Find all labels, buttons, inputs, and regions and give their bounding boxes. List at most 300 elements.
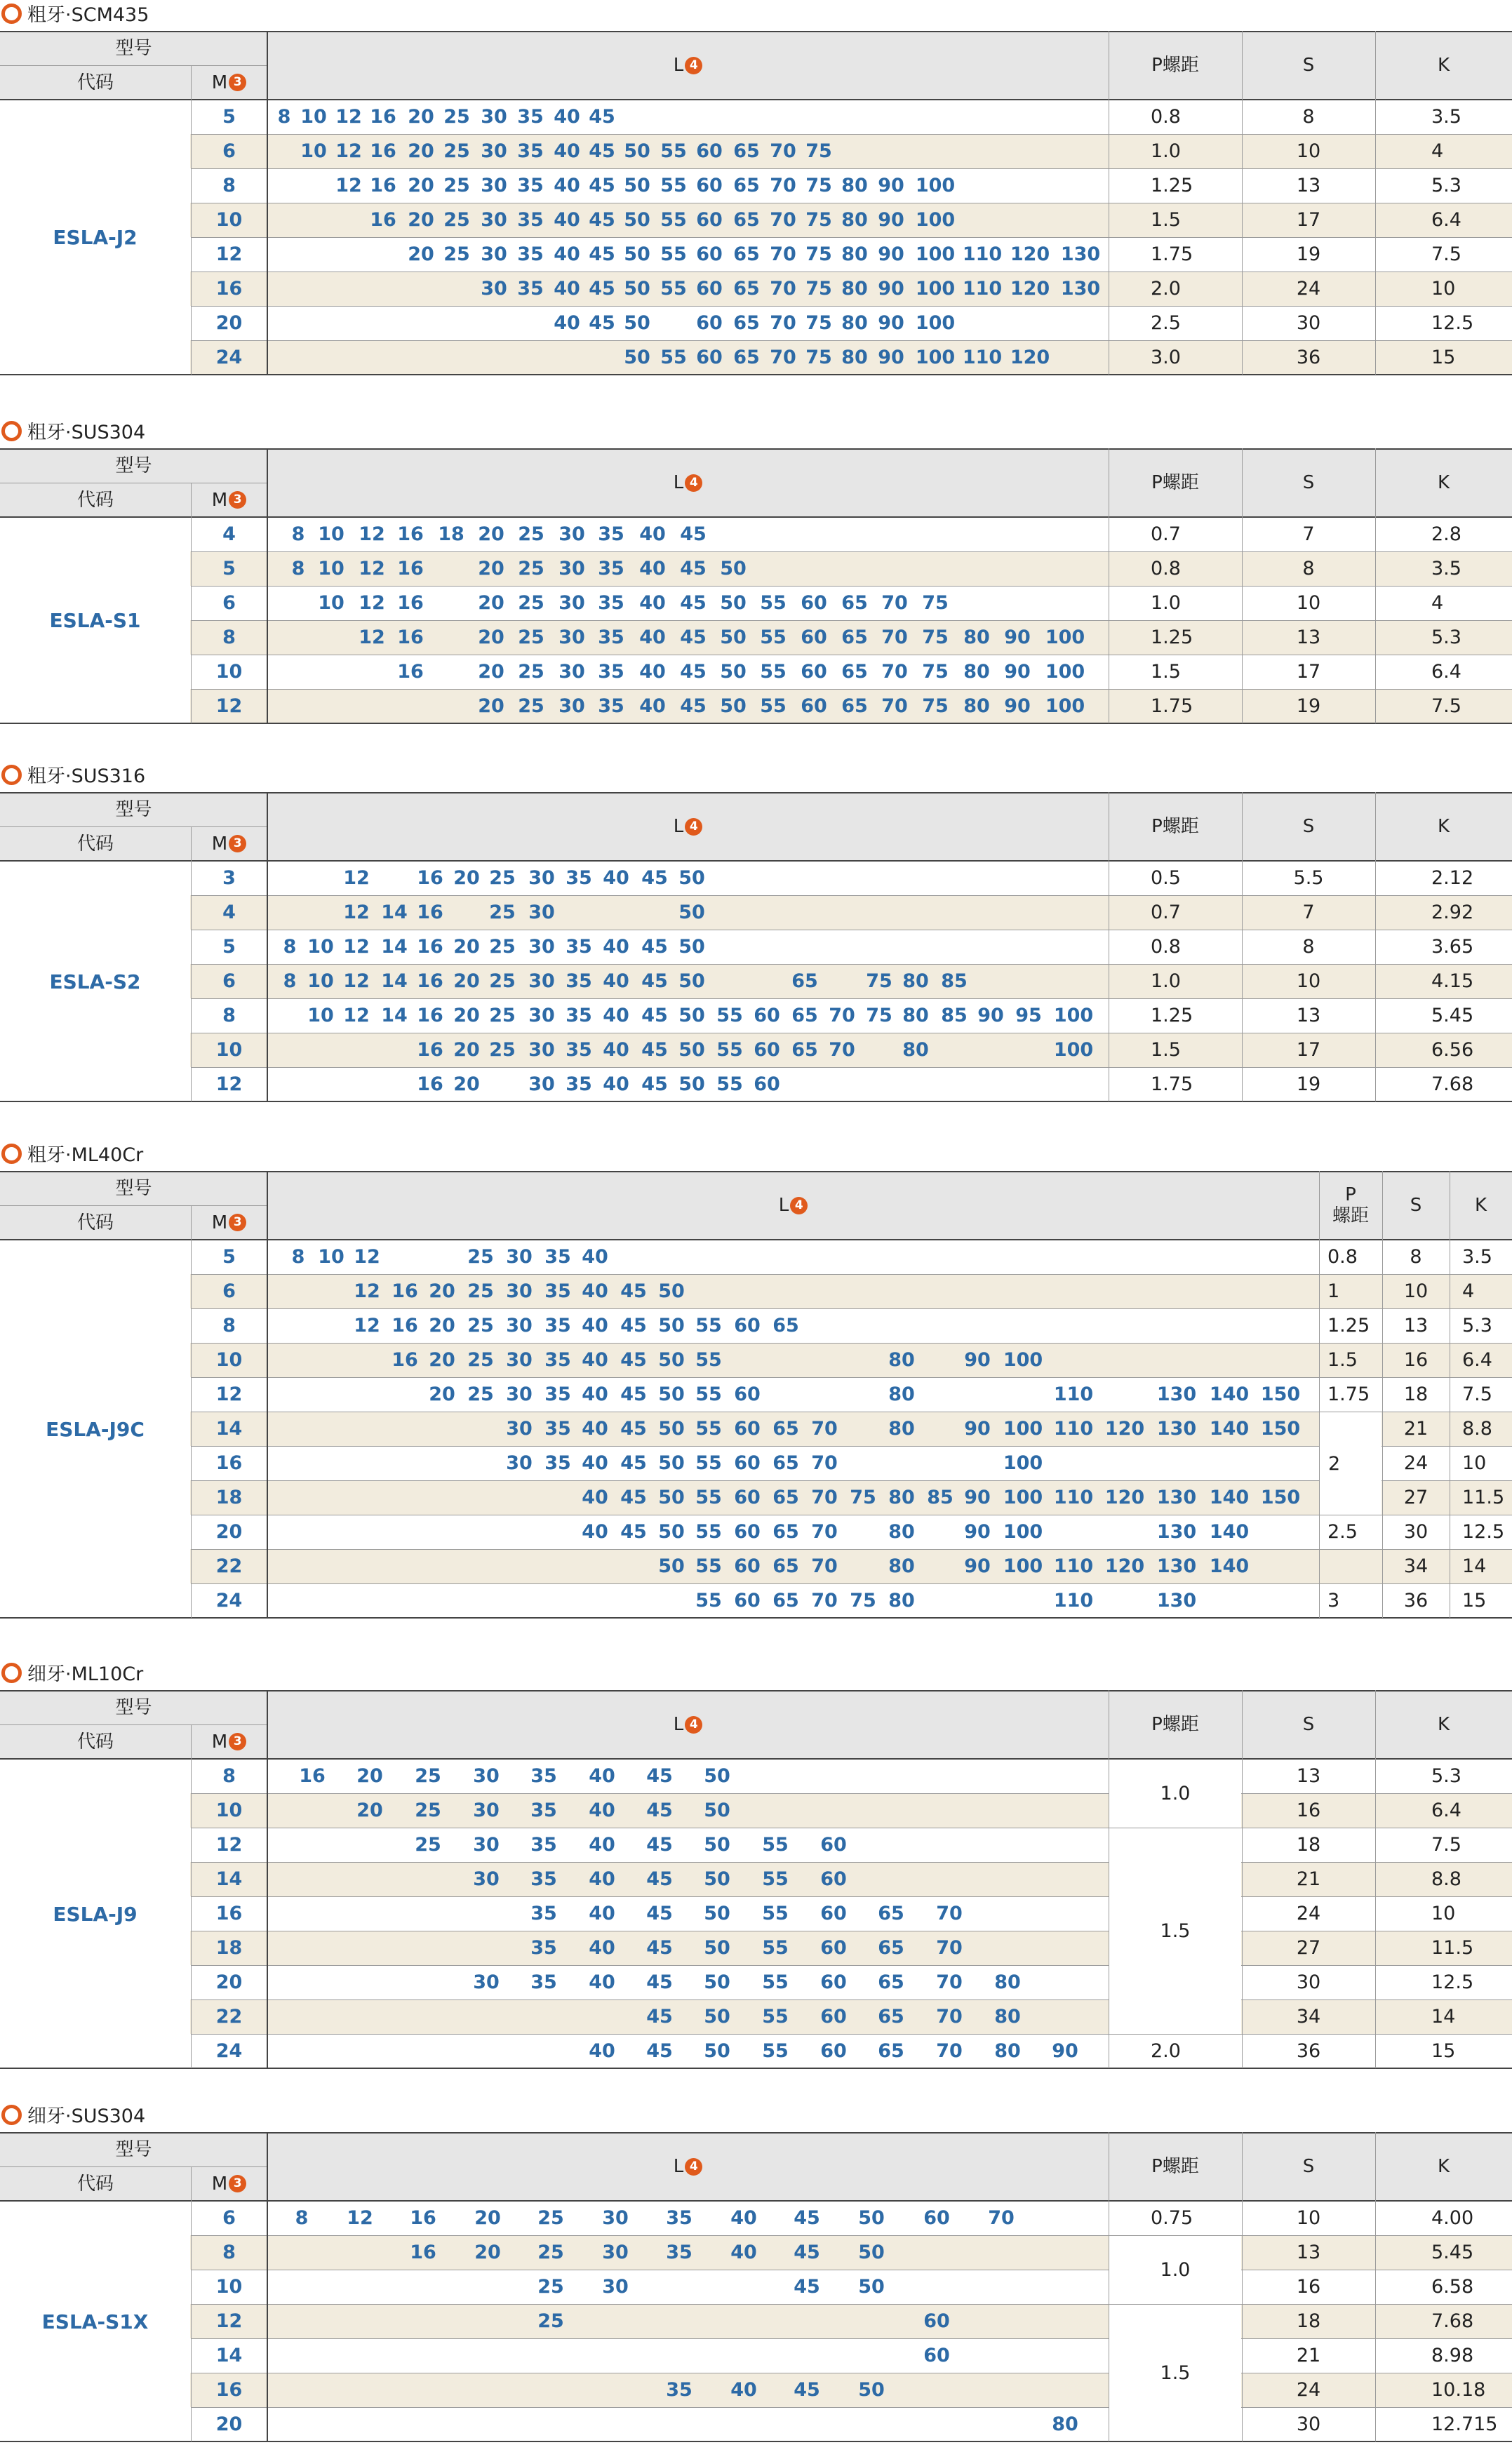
m-size: 5	[222, 1246, 236, 1268]
s-value: 7	[1302, 523, 1315, 545]
length-value: 110	[1053, 1384, 1094, 1405]
length-value: 10	[300, 106, 327, 128]
length-value: 90	[878, 209, 904, 231]
length-value: 45	[646, 2006, 673, 2028]
header-model: 型号	[115, 1177, 152, 1199]
length-value: 50	[658, 1280, 685, 1302]
length-value: 50	[704, 1868, 730, 1890]
header-mid-line	[0, 826, 267, 827]
length-value: 100	[1045, 661, 1085, 683]
length-value: 100	[1045, 695, 1085, 717]
length-value: 60	[696, 209, 723, 231]
l-badge-icon: 4	[685, 2158, 702, 2176]
s-value: 21	[1296, 2345, 1321, 2366]
header-s: S	[1302, 472, 1315, 493]
length-value: 120	[1104, 1555, 1145, 1577]
length-value: 90	[1004, 695, 1031, 717]
m-size: 12	[215, 243, 243, 265]
s-value: 24	[1296, 1903, 1321, 1924]
pitch-value: 0.5	[1151, 867, 1181, 889]
length-value: 30	[506, 1384, 533, 1405]
length-value: 40	[603, 970, 629, 992]
length-value: 20	[453, 970, 480, 992]
length-value: 35	[666, 2379, 693, 2401]
s-value: 13	[1296, 627, 1321, 648]
row-divider	[191, 1583, 1512, 1584]
length-value: 65	[878, 1903, 904, 1924]
length-value: 16	[417, 867, 443, 889]
length-value: 40	[589, 1903, 615, 1924]
length-value: 60	[696, 140, 723, 162]
header-code: 代码	[76, 489, 114, 511]
length-value: 75	[850, 1590, 876, 1612]
header-bottom-border	[0, 516, 1512, 518]
p-s-divider	[1382, 1171, 1383, 1618]
length-value: 80	[994, 1971, 1021, 1993]
length-value: 25	[489, 936, 516, 958]
length-value: 45	[620, 1418, 647, 1440]
length-value: 70	[881, 661, 908, 683]
s-value: 18	[1296, 2310, 1321, 2332]
length-value: 35	[517, 140, 544, 162]
length-value: 30	[506, 1452, 533, 1474]
length-value: 45	[794, 2242, 820, 2263]
length-value: 65	[878, 2006, 904, 2028]
length-value: 35	[566, 1039, 592, 1061]
header-bottom-border	[0, 860, 1512, 862]
length-value: 30	[473, 1765, 500, 1787]
length-value: 100	[915, 312, 956, 334]
m-badge-icon: 3	[229, 2175, 246, 2192]
length-value: 60	[696, 312, 723, 334]
k-value: 7.5	[1431, 1834, 1461, 1856]
length-value: 30	[481, 243, 507, 265]
length-value: 45	[641, 936, 668, 958]
header-m	[191, 1205, 267, 1240]
length-value: 70	[936, 1903, 963, 1924]
length-value: 65	[841, 695, 868, 717]
length-value: 40	[589, 1868, 615, 1890]
table-bottom-border	[0, 2068, 1512, 2069]
header-s: S	[1302, 816, 1315, 837]
m-size: 5	[222, 106, 236, 128]
length-value: 30	[481, 175, 507, 196]
k-value: 3.5	[1431, 106, 1461, 128]
length-value: 16	[397, 592, 424, 614]
length-value: 12	[343, 936, 370, 958]
model-code: ESLA-S1X	[0, 2202, 190, 2441]
length-value: 40	[603, 867, 629, 889]
length-value: 12	[343, 970, 370, 992]
length-value: 30	[558, 695, 585, 717]
length-value: 60	[801, 627, 827, 648]
length-value: 50	[720, 695, 747, 717]
length-value: 45	[641, 867, 668, 889]
length-value: 55	[695, 1452, 722, 1474]
length-value: 50	[858, 2276, 885, 2298]
code-m-divider	[191, 1724, 192, 2068]
length-value: 45	[646, 1937, 673, 1959]
m-size: 8	[222, 627, 236, 648]
length-value: 55	[695, 1487, 722, 1508]
length-value: 70	[881, 592, 908, 614]
m-size: 12	[215, 1073, 243, 1095]
length-value: 70	[936, 2006, 963, 2028]
row-divider	[191, 1308, 1512, 1309]
p-s-divider	[1242, 1690, 1243, 2068]
length-value: 50	[658, 1487, 685, 1508]
pitch-value: 0.75	[1151, 2207, 1193, 2229]
length-value: 100	[915, 278, 956, 300]
length-value: 45	[620, 1521, 647, 1543]
m-size: 6	[222, 592, 236, 614]
length-value: 150	[1260, 1418, 1301, 1440]
length-value: 20	[356, 1800, 383, 1821]
l-badge-icon: 4	[790, 1197, 808, 1214]
length-value: 60	[923, 2345, 950, 2366]
length-value: 45	[794, 2379, 820, 2401]
model-code: ESLA-S2	[0, 862, 190, 1101]
length-value: 20	[453, 1005, 480, 1026]
header-p	[1319, 1171, 1382, 1240]
section-title	[0, 763, 145, 791]
length-value: 65	[733, 347, 760, 368]
length-value: 50	[678, 1073, 705, 1095]
length-value: 80	[841, 312, 868, 334]
row-divider	[191, 1793, 1512, 1794]
length-value: 60	[801, 695, 827, 717]
m-size: 24	[215, 347, 243, 368]
pitch-value: 1.75	[1151, 1073, 1193, 1095]
pitch-value: 2.0	[1151, 2040, 1181, 2062]
length-value: 110	[1053, 1418, 1094, 1440]
pitch-value: 2.5	[1327, 1521, 1358, 1543]
s-k-divider	[1375, 2132, 1376, 2441]
length-value: 55	[762, 1868, 789, 1890]
length-value: 50	[704, 1800, 730, 1821]
length-value: 20	[408, 140, 434, 162]
length-value: 55	[695, 1590, 722, 1612]
length-value: 75	[805, 243, 832, 265]
length-value: 55	[660, 347, 687, 368]
row-divider	[191, 134, 1512, 135]
row-divider	[191, 551, 1512, 552]
length-value: 10	[307, 1005, 334, 1026]
length-value: 60	[820, 2040, 847, 2062]
length-value: 40	[589, 1971, 615, 1993]
length-value: 110	[1053, 1487, 1094, 1508]
s-value: 10	[1296, 970, 1321, 992]
length-value: 40	[589, 1937, 615, 1959]
length-value: 16	[410, 2242, 436, 2263]
s-value: 16	[1296, 2276, 1321, 2298]
length-value: 25	[443, 140, 470, 162]
length-value: 10	[307, 970, 334, 992]
header-s: S	[1302, 55, 1315, 76]
length-value: 65	[772, 1590, 799, 1612]
length-value: 80	[888, 1590, 915, 1612]
k-value: 5.3	[1431, 1765, 1461, 1787]
pitch-value: 1.25	[1151, 175, 1193, 196]
row-divider	[191, 620, 1512, 621]
m-badge-icon: 3	[229, 74, 246, 91]
section-title-text: 细牙·SUS304	[27, 2105, 146, 2127]
length-value: 45	[641, 1039, 668, 1061]
m-size: 14	[215, 1418, 243, 1440]
length-value: 65	[733, 243, 760, 265]
s-value: 19	[1296, 695, 1321, 717]
length-value: 60	[734, 1452, 761, 1474]
m-size: 10	[215, 2276, 243, 2298]
length-value: 20	[478, 661, 504, 683]
header-s: S	[1302, 1714, 1315, 1735]
length-value: 110	[962, 278, 1003, 300]
length-value: 50	[704, 1971, 730, 1993]
k-value: 4	[1431, 592, 1444, 614]
l-badge-icon: 4	[685, 57, 702, 74]
length-value: 40	[582, 1246, 608, 1268]
length-value: 140	[1209, 1487, 1250, 1508]
length-value: 20	[429, 1315, 455, 1337]
length-value: 20	[478, 523, 504, 545]
s-value: 30	[1403, 1521, 1429, 1543]
length-value: 40	[589, 1800, 615, 1821]
length-value: 40	[603, 1039, 629, 1061]
k-value: 7.5	[1462, 1384, 1492, 1405]
row-divider	[191, 1862, 1512, 1863]
table-bottom-border	[0, 723, 1512, 724]
length-value: 40	[589, 1765, 615, 1787]
length-value: 16	[397, 558, 424, 580]
length-value: 90	[964, 1555, 991, 1577]
k-value: 4	[1431, 140, 1444, 162]
header-k: K	[1437, 2156, 1450, 2177]
m-l-divider	[267, 448, 268, 723]
length-value: 60	[734, 1590, 761, 1612]
length-value: 50	[658, 1418, 685, 1440]
header-l-text: L	[673, 55, 684, 76]
s-value: 5.5	[1293, 867, 1324, 889]
length-value: 45	[680, 627, 707, 648]
k-value: 2.8	[1431, 523, 1461, 545]
length-value: 40	[730, 2379, 757, 2401]
length-value: 65	[772, 1555, 799, 1577]
length-value: 35	[598, 627, 624, 648]
length-value: 8	[295, 2207, 309, 2229]
header-k: K	[1437, 55, 1450, 76]
s-value: 21	[1403, 1418, 1429, 1440]
length-value: 60	[923, 2207, 950, 2229]
length-value: 50	[624, 175, 650, 196]
length-value: 25	[467, 1280, 494, 1302]
length-value: 20	[356, 1765, 383, 1787]
length-value: 80	[963, 695, 990, 717]
length-value: 16	[370, 209, 396, 231]
length-value: 70	[881, 627, 908, 648]
length-value: 40	[603, 1073, 629, 1095]
length-value: 40	[554, 278, 580, 300]
length-value: 60	[801, 661, 827, 683]
row-divider	[191, 1377, 1512, 1378]
length-value: 18	[438, 523, 464, 545]
length-value: 55	[695, 1384, 722, 1405]
length-value: 16	[417, 1039, 443, 1061]
length-value: 60	[696, 278, 723, 300]
m-size: 10	[215, 209, 243, 231]
length-value: 50	[658, 1384, 685, 1405]
length-value: 50	[720, 592, 747, 614]
m-size: 6	[222, 970, 236, 992]
length-value: 25	[489, 902, 516, 923]
length-value: 20	[453, 1073, 480, 1095]
s-value: 13	[1296, 2242, 1321, 2263]
length-value: 50	[658, 1555, 685, 1577]
length-value: 30	[528, 1073, 555, 1095]
header-k: K	[1437, 1714, 1450, 1735]
length-value: 30	[602, 2242, 629, 2263]
length-value: 45	[589, 106, 615, 128]
length-value: 12	[354, 1280, 380, 1302]
length-value: 10	[300, 140, 327, 162]
row-divider	[191, 689, 1512, 690]
k-value: 2.92	[1431, 902, 1474, 923]
length-value: 35	[530, 1800, 557, 1821]
length-value: 55	[660, 209, 687, 231]
row-divider	[191, 1343, 1512, 1344]
length-value: 80	[902, 1005, 929, 1026]
length-value: 55	[760, 661, 787, 683]
length-value: 60	[734, 1521, 761, 1543]
code-m-divider	[191, 483, 192, 723]
length-value: 90	[878, 312, 904, 334]
length-value: 8	[283, 936, 297, 958]
length-value: 14	[381, 970, 408, 992]
length-value: 35	[566, 936, 592, 958]
row-divider	[191, 2304, 1512, 2305]
length-value: 70	[811, 1555, 838, 1577]
header-s: S	[1410, 1195, 1422, 1216]
header-code: 代码	[76, 833, 114, 855]
m-size: 8	[222, 1765, 236, 1787]
length-value: 50	[704, 1834, 730, 1856]
length-value: 75	[805, 140, 832, 162]
length-value: 30	[528, 1039, 555, 1061]
k-value: 10.18	[1431, 2379, 1486, 2401]
header-model: 型号	[115, 798, 152, 820]
length-value: 50	[624, 243, 650, 265]
s-value: 13	[1403, 1315, 1429, 1337]
length-value: 20	[408, 175, 434, 196]
header-m	[191, 1724, 267, 1759]
length-value: 140	[1209, 1384, 1250, 1405]
length-value: 35	[517, 175, 544, 196]
row-divider	[191, 237, 1512, 238]
length-value: 45	[646, 1868, 673, 1890]
length-value: 140	[1209, 1521, 1250, 1543]
s-value: 17	[1296, 209, 1321, 231]
k-value: 3.65	[1431, 936, 1474, 958]
length-value: 40	[603, 1005, 629, 1026]
length-value: 55	[762, 1971, 789, 1993]
length-value: 150	[1260, 1487, 1301, 1508]
length-value: 20	[478, 592, 504, 614]
header-mid-line	[0, 2166, 267, 2167]
length-value: 80	[841, 347, 868, 368]
length-value: 12	[343, 902, 370, 923]
length-value: 8	[277, 106, 291, 128]
length-value: 35	[530, 1868, 557, 1890]
header-m-text: M	[211, 833, 228, 855]
length-value: 65	[733, 140, 760, 162]
m-size: 12	[215, 1834, 243, 1856]
length-value: 60	[696, 175, 723, 196]
header-model: 型号	[115, 455, 152, 476]
length-value: 12	[359, 558, 385, 580]
length-value: 12	[359, 523, 385, 545]
length-value: 25	[489, 970, 516, 992]
header-k: K	[1474, 1195, 1487, 1216]
length-value: 40	[582, 1315, 608, 1337]
length-value: 40	[589, 1834, 615, 1856]
length-value: 95	[1015, 1005, 1042, 1026]
length-value: 50	[624, 312, 650, 334]
length-value: 100	[1003, 1487, 1043, 1508]
table-top-border	[0, 1171, 1512, 1172]
header-m-text: M	[211, 72, 228, 93]
length-value: 40	[554, 312, 580, 334]
l-badge-icon: 4	[685, 474, 702, 492]
length-value: 90	[878, 347, 904, 368]
pitch-value: 0.7	[1151, 523, 1181, 545]
header-code: 代码	[76, 72, 114, 93]
length-value: 120	[1104, 1418, 1145, 1440]
m-size: 22	[215, 2006, 243, 2028]
length-value: 25	[537, 2276, 564, 2298]
k-value: 10	[1462, 1452, 1487, 1474]
length-value: 12	[347, 2207, 373, 2229]
row-divider	[191, 895, 1512, 896]
length-value: 140	[1209, 1418, 1250, 1440]
s-value: 13	[1296, 1005, 1321, 1026]
length-value: 65	[772, 1418, 799, 1440]
length-value: 20	[474, 2242, 501, 2263]
length-value: 45	[589, 175, 615, 196]
length-value: 80	[888, 1521, 915, 1543]
length-value: 25	[518, 523, 544, 545]
length-value: 50	[858, 2242, 885, 2263]
length-value: 100	[1003, 1418, 1043, 1440]
code-m-divider	[191, 826, 192, 1101]
row-divider	[191, 340, 1512, 341]
header-mid-line	[0, 65, 267, 66]
m-size: 8	[222, 1005, 236, 1026]
length-value: 40	[730, 2207, 757, 2229]
ring-bullet-icon	[1, 765, 22, 785]
k-value: 5.3	[1431, 627, 1461, 648]
length-value: 35	[517, 243, 544, 265]
length-value: 55	[695, 1418, 722, 1440]
length-value: 16	[417, 902, 443, 923]
m-size: 5	[222, 936, 236, 958]
length-value: 90	[1052, 2040, 1078, 2062]
length-value: 140	[1209, 1555, 1250, 1577]
length-value: 14	[381, 936, 408, 958]
length-value: 40	[554, 106, 580, 128]
length-value: 55	[660, 140, 687, 162]
length-value: 130	[1156, 1521, 1197, 1543]
length-value: 30	[528, 970, 555, 992]
length-value: 90	[1004, 627, 1031, 648]
